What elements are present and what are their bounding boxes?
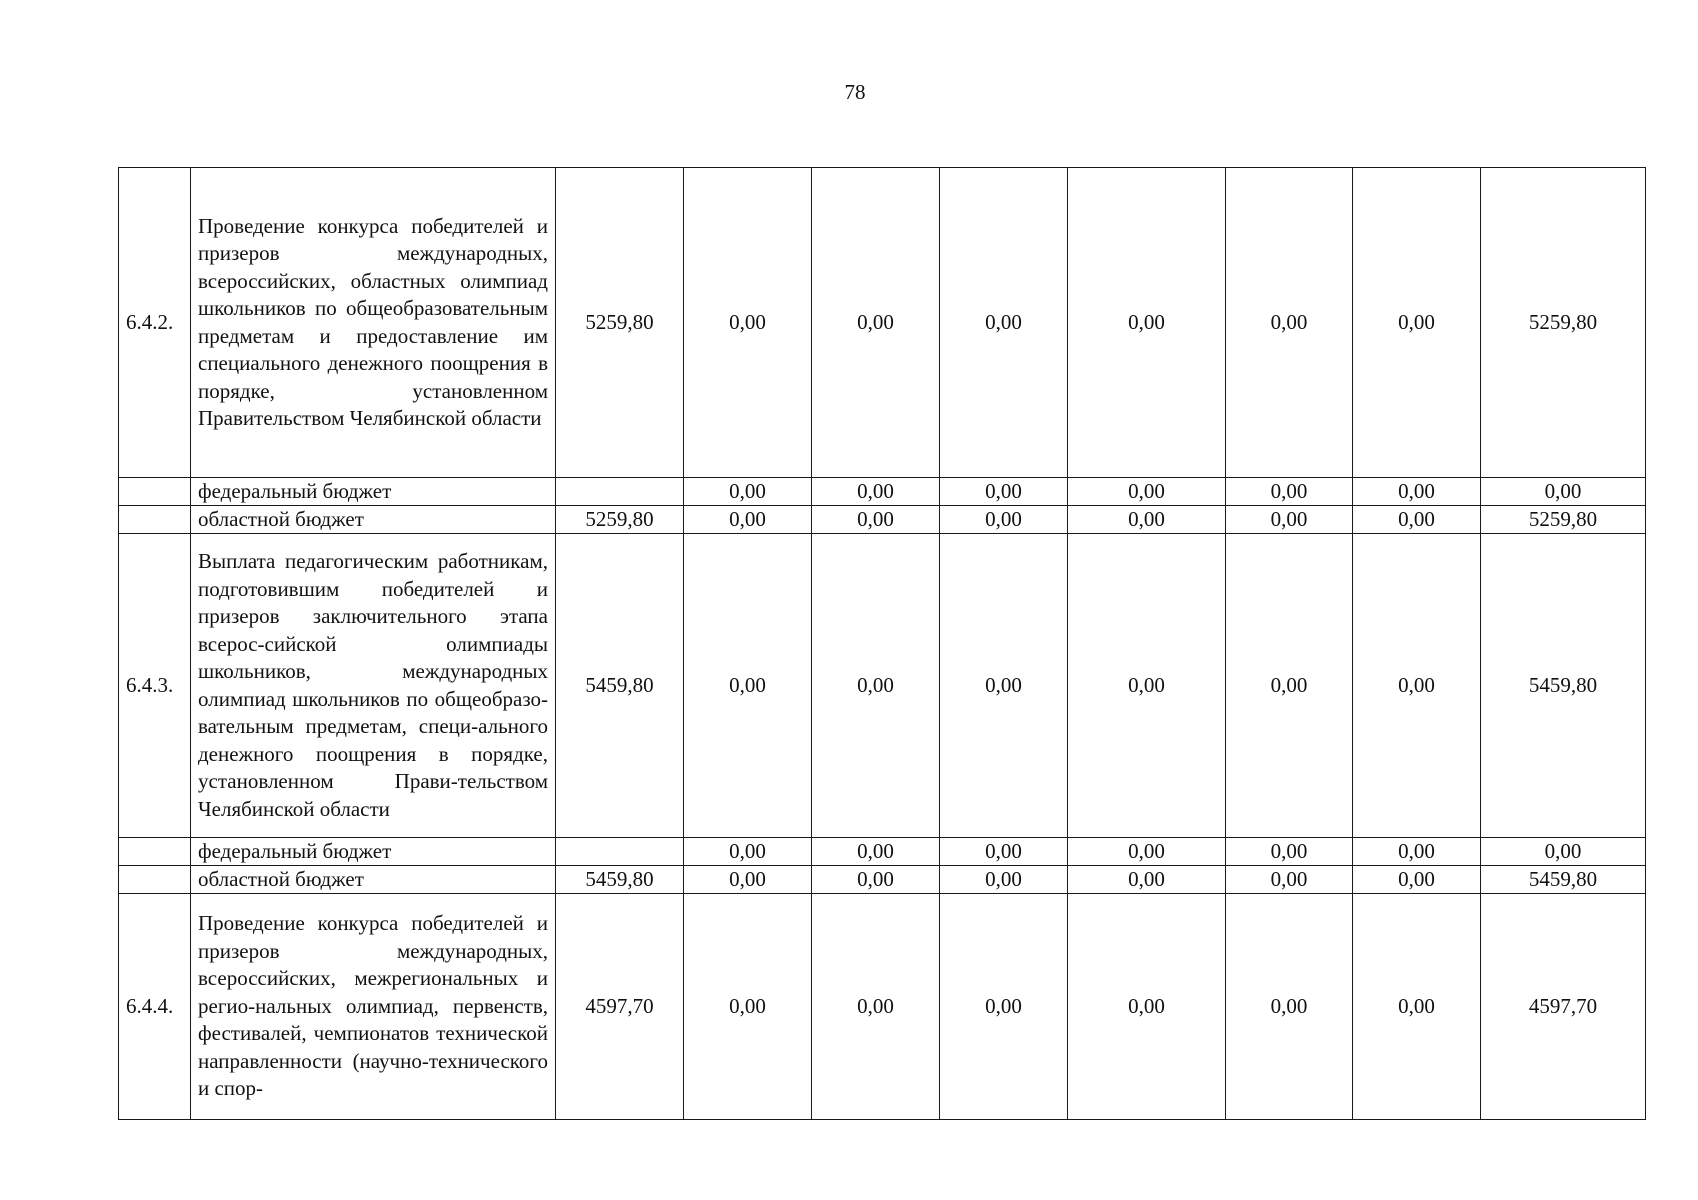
value-cell: 0,00 xyxy=(940,506,1068,534)
row-number xyxy=(119,478,191,506)
table-row-regional-budget xyxy=(119,866,1646,894)
value-cell: 0,00 xyxy=(684,506,812,534)
value-cell: 0,00 xyxy=(1353,506,1481,534)
page-number: 78 xyxy=(844,80,866,104)
row-number: 6.4.4. xyxy=(119,894,191,1120)
table-row-federal-budget xyxy=(119,478,1646,506)
value-cell: 0,00 xyxy=(1353,894,1481,1120)
value-cell: 0,00 xyxy=(812,168,940,478)
table-row-federal-budget xyxy=(119,838,1646,866)
row-description: Проведение конкурса победителей и призеров международных, всероссийских, областных олимпиад школьников по общеобразовательным предметам и предоставление им специального денежного поощрения в порядке, установленном Правительством Челябинской области xyxy=(191,168,556,478)
value-cell: 0,00 xyxy=(1353,478,1481,506)
value-cell: 0,00 xyxy=(940,894,1068,1120)
value-cell: 0,00 xyxy=(1068,838,1226,866)
total-cell: 5259,80 xyxy=(556,168,684,478)
value-cell: 0,00 xyxy=(1068,866,1226,894)
value-cell: 0,00 xyxy=(940,534,1068,838)
value-cell: 0,00 xyxy=(684,894,812,1120)
final-total-cell: 0,00 xyxy=(1481,838,1646,866)
value-cell: 0,00 xyxy=(940,478,1068,506)
value-cell: 0,00 xyxy=(812,534,940,838)
value-cell: 0,00 xyxy=(1068,478,1226,506)
final-total-cell: 5459,80 xyxy=(1481,866,1646,894)
value-cell: 0,00 xyxy=(1226,478,1353,506)
final-total-cell: 5259,80 xyxy=(1481,168,1646,478)
row-number xyxy=(119,866,191,894)
value-cell: 0,00 xyxy=(812,894,940,1120)
final-total-cell: 5259,80 xyxy=(1481,506,1646,534)
row-description: федеральный бюджет xyxy=(191,838,556,866)
row-description: Выплата педагогическим работникам, подготовившим победителей и призеров заключительного этапа всерос-сийской олимпиады школьников, международных олимпиад школьников по общеобразо-вательным предметам, специ-ального денежного поощрения в порядке, установленном Прави-тельством Челябинской области xyxy=(191,534,556,838)
total-cell xyxy=(556,478,684,506)
value-cell: 0,00 xyxy=(1353,534,1481,838)
table-row-6-4-2 xyxy=(119,168,1646,478)
table-row-6-4-3 xyxy=(119,534,1646,838)
value-cell: 0,00 xyxy=(684,168,812,478)
value-cell: 0,00 xyxy=(1353,866,1481,894)
value-cell: 0,00 xyxy=(1353,168,1481,478)
value-cell: 0,00 xyxy=(812,478,940,506)
row-description: областной бюджет xyxy=(191,506,556,534)
value-cell: 0,00 xyxy=(812,866,940,894)
table-row-6-4-4 xyxy=(119,894,1646,1120)
value-cell: 0,00 xyxy=(940,168,1068,478)
value-cell: 0,00 xyxy=(1226,866,1353,894)
final-total-cell: 4597,70 xyxy=(1481,894,1646,1120)
value-cell: 0,00 xyxy=(940,838,1068,866)
total-cell: 5459,80 xyxy=(556,866,684,894)
row-description: федеральный бюджет xyxy=(191,478,556,506)
value-cell: 0,00 xyxy=(684,866,812,894)
value-cell: 0,00 xyxy=(684,534,812,838)
value-cell: 0,00 xyxy=(1353,838,1481,866)
total-cell: 5459,80 xyxy=(556,534,684,838)
value-cell: 0,00 xyxy=(684,838,812,866)
final-total-cell: 5459,80 xyxy=(1481,534,1646,838)
value-cell: 0,00 xyxy=(940,866,1068,894)
value-cell: 0,00 xyxy=(1226,506,1353,534)
row-number: 6.4.3. xyxy=(119,534,191,838)
budget-table xyxy=(118,167,1646,1120)
value-cell: 0,00 xyxy=(812,506,940,534)
total-cell xyxy=(556,838,684,866)
table-row-regional-budget xyxy=(119,506,1646,534)
total-cell: 4597,70 xyxy=(556,894,684,1120)
row-description: областной бюджет xyxy=(191,866,556,894)
value-cell: 0,00 xyxy=(1226,168,1353,478)
value-cell: 0,00 xyxy=(1226,894,1353,1120)
total-cell: 5259,80 xyxy=(556,506,684,534)
row-number xyxy=(119,506,191,534)
value-cell: 0,00 xyxy=(684,478,812,506)
value-cell: 0,00 xyxy=(1068,894,1226,1120)
row-number: 6.4.2. xyxy=(119,168,191,478)
final-total-cell: 0,00 xyxy=(1481,478,1646,506)
value-cell: 0,00 xyxy=(1068,168,1226,478)
value-cell: 0,00 xyxy=(1226,534,1353,838)
value-cell: 0,00 xyxy=(1068,534,1226,838)
row-description: Проведение конкурса победителей и призеров международных, всероссийских, межрегиональных и регио-нальных олимпиад, первенств, фестивалей, чемпионатов технической направленности (научно-технического и спор- xyxy=(191,894,556,1120)
value-cell: 0,00 xyxy=(1226,838,1353,866)
value-cell: 0,00 xyxy=(1068,506,1226,534)
value-cell: 0,00 xyxy=(812,838,940,866)
row-number xyxy=(119,838,191,866)
